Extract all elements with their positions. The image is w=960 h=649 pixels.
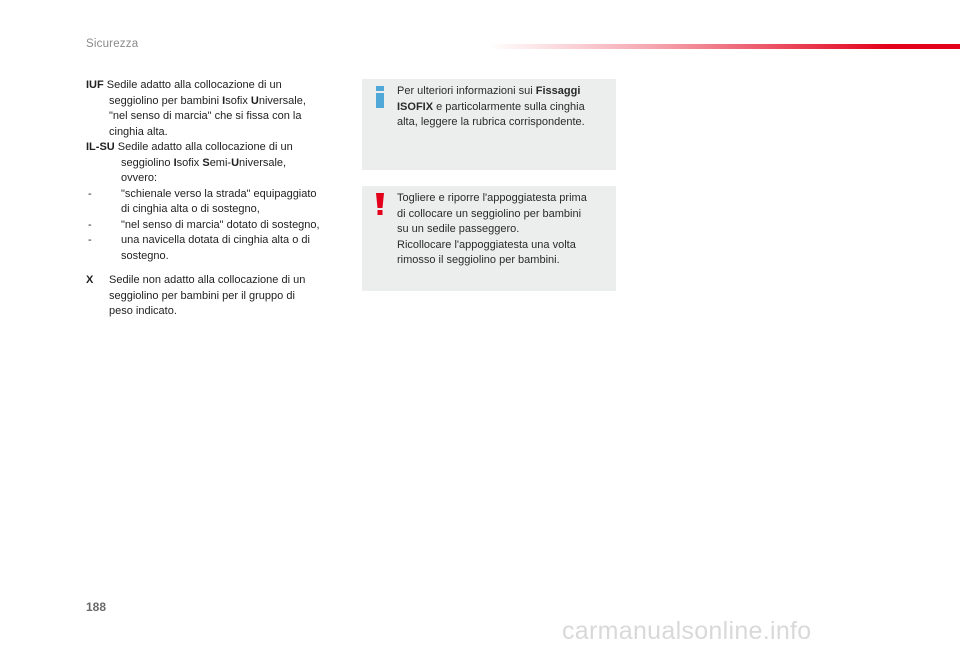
info-line1-bold: Fissaggi (535, 85, 581, 97)
bullet-line: di cinghia alta o di sostegno, (121, 203, 260, 215)
legend-ilsu-bullet (86, 218, 348, 234)
warning-line: su un sedile passeggero. (397, 223, 520, 235)
warning-line: Ricollocare l'appoggiatesta una volta (397, 238, 576, 251)
legend-iuf-code: IUF (86, 79, 104, 91)
legend-ilsu-line2-pre: seggiolino (121, 156, 174, 169)
bullet-line: una navicella dotata di cinghia alta o di (121, 234, 310, 246)
spacer (86, 264, 348, 273)
legend-x (86, 273, 348, 320)
legend-iuf-line2-post: niversale, (258, 94, 306, 107)
legend-iuf (86, 78, 348, 140)
warning-box (362, 186, 616, 291)
watermark: carmanualsonline.info (562, 617, 812, 645)
legend-ilsu-line2-mid2: emi- (209, 156, 232, 169)
bullet-dash: - (88, 187, 92, 200)
info-box-text (397, 84, 610, 131)
info-line2-post: e particolarmente sulla cinghia (433, 100, 585, 113)
legend-iuf-line2-pre: seggiolino per bambini (109, 94, 223, 107)
legend-ilsu-line2-b1: I (173, 156, 177, 169)
info-line1-pre: Per ulteriori informazioni sui (397, 85, 536, 97)
legend-ilsu-line2-post: niversale, (239, 156, 287, 169)
legend-x-line3: peso indicato. (109, 305, 177, 317)
info-box (362, 79, 616, 170)
legend-ilsu-bullet (86, 233, 348, 264)
info-line2-bold: ISOFIX (397, 100, 434, 113)
legend-x-line2: seggiolino per bambini per il gruppo di (109, 289, 295, 302)
legend-iuf-line2-mid: sofix (225, 94, 251, 107)
bullet-line: "nel senso di marcia" dotato di sostegno, (121, 218, 320, 231)
info-icon (373, 85, 387, 109)
exclamation-icon (373, 192, 387, 216)
header-accent-bar (488, 44, 960, 49)
legend-ilsu-bullet (86, 187, 348, 218)
legend-ilsu-code: IL-SU (86, 141, 115, 153)
legend-iuf-line3: "nel senso di marcia" che si fissa con la (109, 110, 302, 122)
bullet-dash: - (88, 234, 92, 246)
warning-line: rimosso il seggiolino per bambini. (397, 254, 560, 266)
legend-iuf-line4: cinghia alta. (109, 125, 168, 138)
legend-ilsu-line2-b3: U (231, 156, 240, 169)
info-line3: alta, leggere la rubrica corrispondente. (397, 116, 585, 128)
legend-ilsu (86, 140, 348, 264)
section-title: Sicurezza (86, 38, 139, 50)
bullet-dash: - (88, 218, 92, 231)
legend-ilsu-line3: ovvero: (121, 172, 158, 184)
bullet-line: "schienale verso la strada" equipaggiato (121, 187, 317, 200)
legend-ilsu-line2-b2: S (202, 156, 210, 169)
seat-legend (86, 78, 348, 320)
legend-ilsu-line1: Sedile adatto alla collocazione di un (114, 141, 293, 153)
warning-line: di collocare un seggiolino per bambini (397, 207, 582, 220)
warning-line: Togliere e riporre l'appoggiatesta prima (397, 192, 587, 204)
page-number: 188 (86, 600, 107, 614)
legend-ilsu-line2-mid: sofix (176, 156, 203, 169)
legend-iuf-line1: Sedile adatto alla collocazione di un (103, 79, 282, 91)
legend-iuf-line2-b2: U (250, 94, 259, 107)
legend-iuf-line2-b1: I (222, 94, 226, 107)
legend-x-code: X (86, 274, 94, 286)
warning-box-text (397, 191, 610, 269)
bullet-line: sostegno. (121, 249, 169, 262)
legend-x-line1: Sedile non adatto alla collocazione di un (109, 274, 306, 286)
